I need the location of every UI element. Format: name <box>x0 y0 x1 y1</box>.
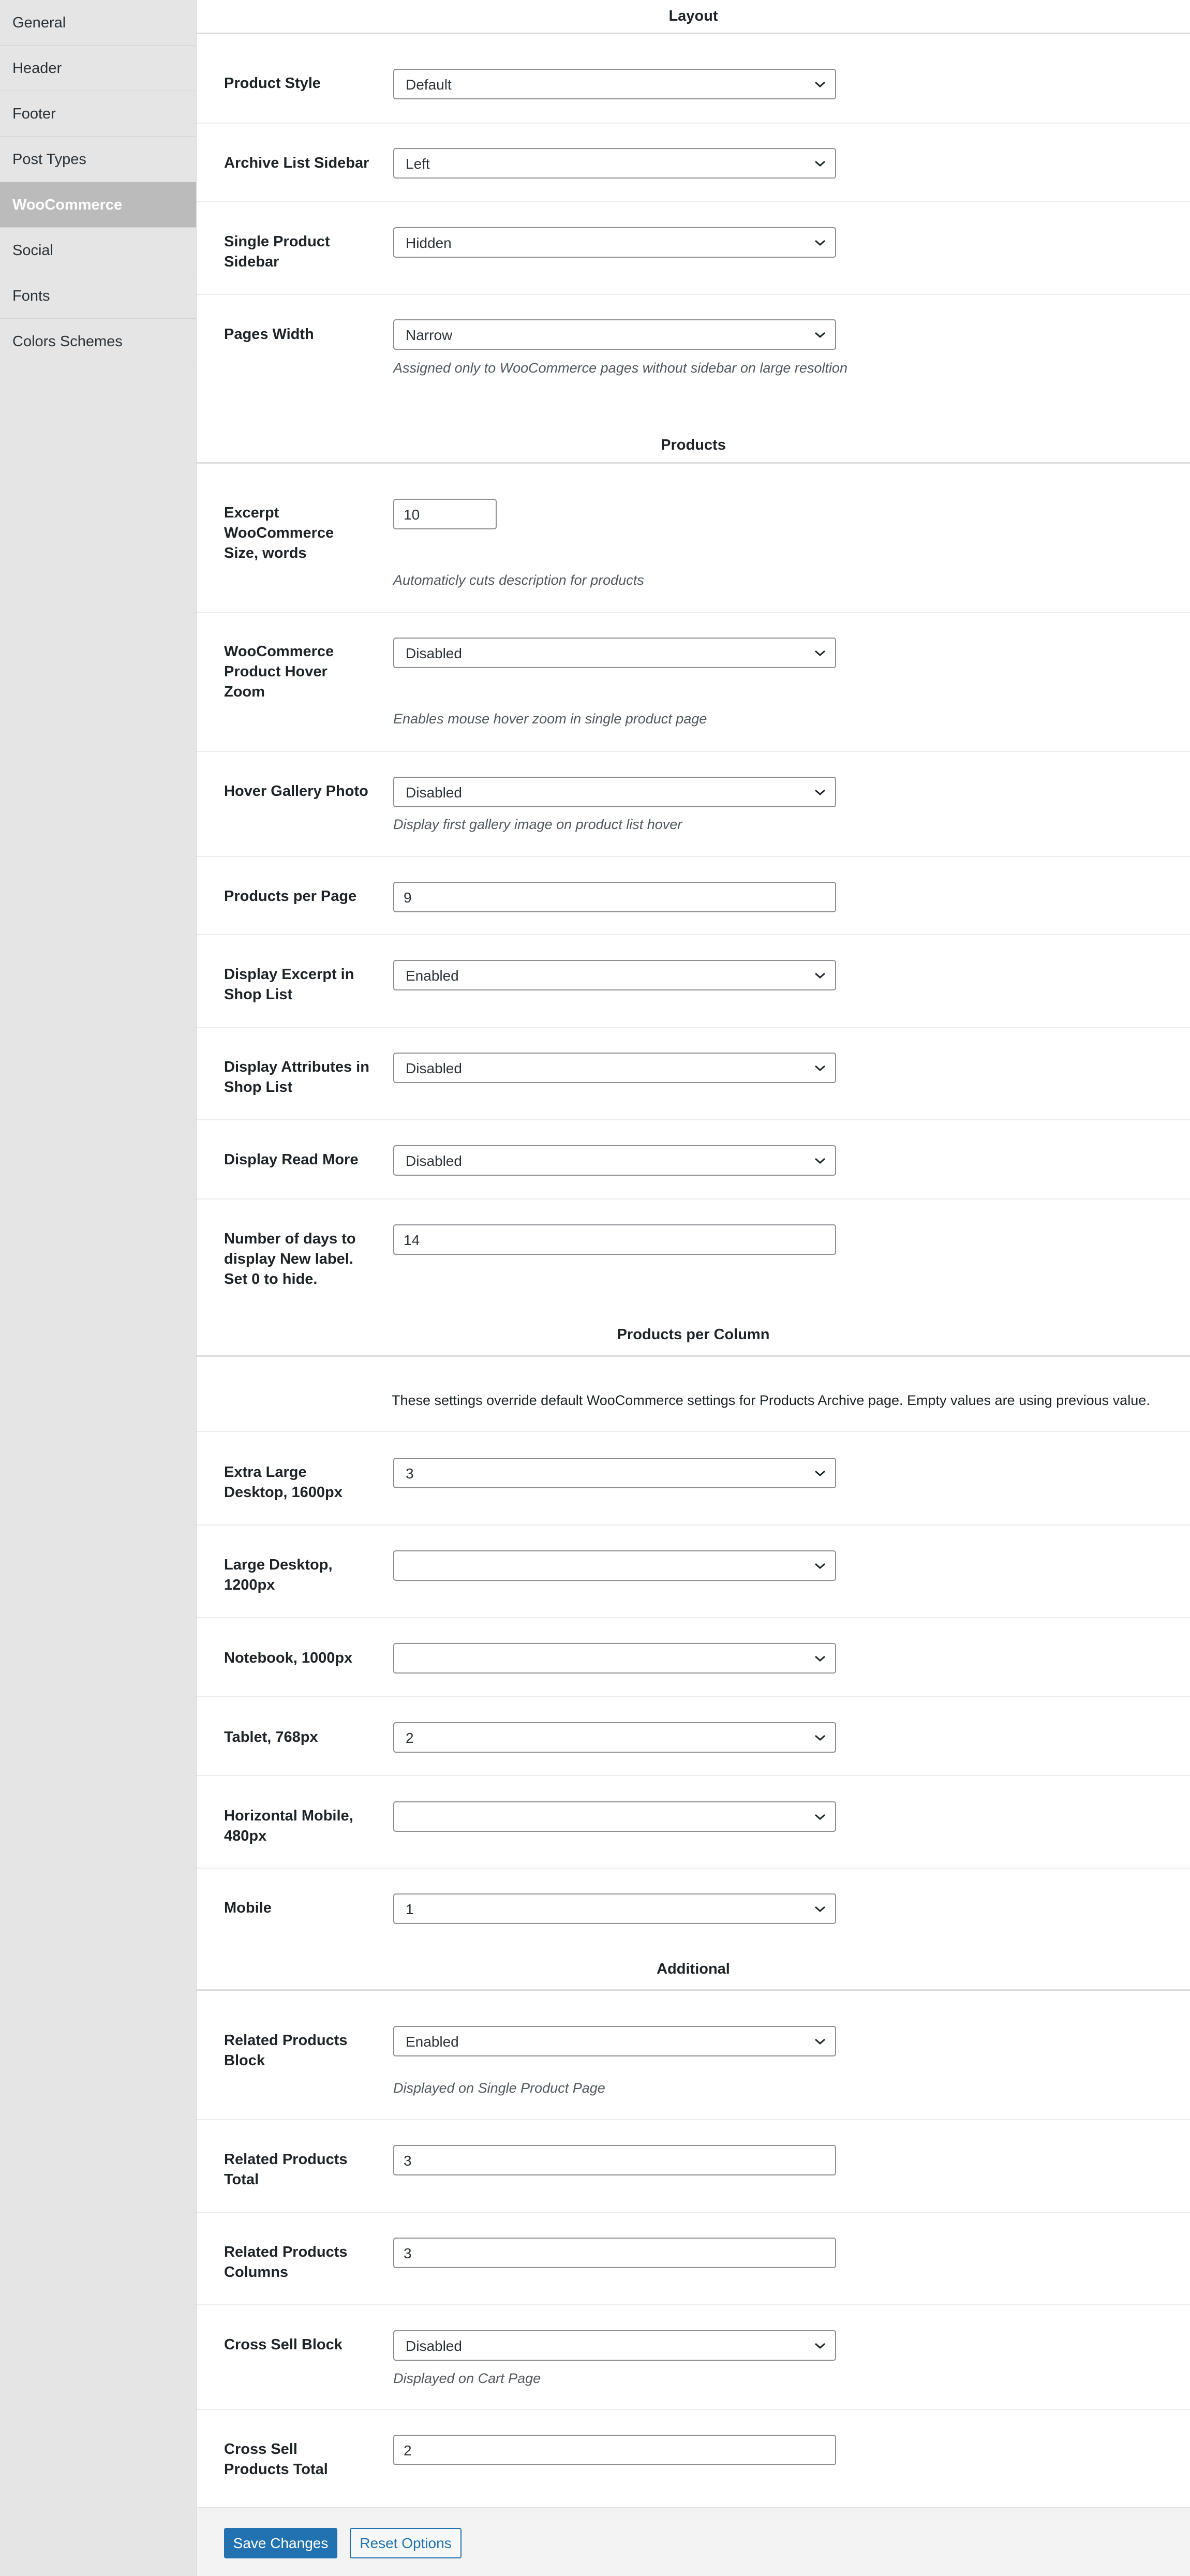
related-total-input[interactable] <box>393 2145 836 2175</box>
select-value: Left <box>406 156 430 172</box>
sidebar-item-colors-schemes[interactable]: Colors Schemes <box>0 319 196 364</box>
row-divider <box>197 1617 1190 1618</box>
display-excerpt-select[interactable] <box>393 960 836 990</box>
input-value: 2 <box>404 2442 412 2459</box>
select-value: Default <box>406 77 452 93</box>
chevron-down-icon <box>813 1811 827 1823</box>
row-divider <box>197 1431 1190 1432</box>
excerpt-size-input[interactable] <box>393 499 497 529</box>
row-divider <box>197 294 1190 295</box>
label-cross-sell-total: Cross Sell Products Total <box>224 2441 328 2478</box>
row-divider <box>197 1027 1190 1028</box>
row-divider <box>197 123 1190 124</box>
chevron-down-icon <box>813 2036 827 2047</box>
products-per-page-input[interactable] <box>393 882 836 912</box>
settings-main <box>197 0 1190 2576</box>
chevron-down-icon <box>813 1732 827 1743</box>
pages-width-description: Assigned only to WooCommerce pages without sidebar on large resoltion <box>393 360 847 376</box>
select-value: Disabled <box>406 1060 462 1076</box>
label-xl-desktop: Extra Large Desktop, 1600px <box>224 1464 343 1501</box>
horizontal-mobile-select[interactable] <box>393 1801 836 1832</box>
sidebar-item-header[interactable]: Header <box>0 46 196 91</box>
label-tablet: Tablet, 768px <box>224 1729 318 1745</box>
chevron-down-icon <box>813 787 827 798</box>
section-heading-layout <box>197 0 1190 34</box>
chevron-down-icon <box>813 237 827 248</box>
label-excerpt-size: Excerpt WooCommerce Size, words <box>224 505 334 561</box>
chevron-down-icon <box>813 647 827 659</box>
new-label-days-input[interactable] <box>393 1224 836 1255</box>
section-title: Products per Column <box>617 1326 770 1343</box>
label-related-total: Related Products Total <box>224 2151 348 2188</box>
sidebar-item-fonts[interactable]: Fonts <box>0 273 196 319</box>
cross-sell-block-description: Displayed on Cart Page <box>393 2371 541 2386</box>
pages-width-select[interactable] <box>393 319 836 350</box>
label-hover-gallery: Hover Gallery Photo <box>224 783 368 800</box>
sidebar-item-social[interactable]: Social <box>0 228 196 273</box>
row-divider <box>197 2212 1190 2213</box>
chevron-down-icon <box>813 1903 827 1915</box>
row-divider <box>197 751 1190 752</box>
chevron-down-icon <box>813 1653 827 1664</box>
mobile-select[interactable] <box>393 1893 836 1924</box>
label-notebook: Notebook, 1000px <box>224 1650 353 1666</box>
related-columns-input[interactable] <box>393 2238 836 2268</box>
row-divider <box>197 201 1190 202</box>
row-divider <box>197 2409 1190 2410</box>
xl-desktop-select[interactable] <box>393 1458 836 1488</box>
row-divider <box>197 856 1190 857</box>
sidebar-item-general[interactable]: General <box>0 0 196 46</box>
label-related-block: Related Products Block <box>224 2032 348 2069</box>
label-archive-list-sidebar: Archive List Sidebar <box>224 155 369 171</box>
label-hover-zoom: WooCommerce Product Hover Zoom <box>224 643 334 700</box>
select-value: 2 <box>406 1730 414 1746</box>
input-value: 3 <box>404 2153 412 2169</box>
cross-sell-total-input[interactable] <box>393 2435 836 2465</box>
sidebar-item-footer[interactable]: Footer <box>0 91 196 137</box>
input-value: 10 <box>404 507 420 523</box>
tablet-select[interactable] <box>393 1722 836 1753</box>
chevron-down-icon <box>813 79 827 90</box>
select-value: Disabled <box>406 2338 462 2354</box>
chevron-down-icon <box>813 2340 827 2351</box>
chevron-down-icon <box>813 329 827 340</box>
row-divider <box>197 1868 1190 1869</box>
label-pages-width: Pages Width <box>224 326 314 343</box>
single-product-sidebar-select[interactable] <box>393 227 836 258</box>
select-value: Enabled <box>406 968 459 984</box>
input-value: 9 <box>404 890 412 906</box>
section-title: Products <box>661 437 726 453</box>
input-value: 14 <box>404 1232 420 1248</box>
large-desktop-select[interactable] <box>393 1550 836 1581</box>
chevron-down-icon <box>813 1155 827 1166</box>
label-display-attributes: Display Attributes in Shop List <box>224 1059 369 1095</box>
label-products-per-page: Products per Page <box>224 888 357 905</box>
related-block-description: Displayed on Single Product Page <box>393 2080 605 2096</box>
related-block-select[interactable] <box>393 2026 836 2056</box>
sidebar-item-woocommerce[interactable]: WooCommerce <box>0 182 196 228</box>
section-title: Additional <box>657 1961 730 1977</box>
select-value: 1 <box>406 1901 414 1917</box>
label-display-excerpt: Display Excerpt in Shop List <box>224 966 354 1003</box>
label-product-style: Product Style <box>224 75 321 92</box>
archive-list-sidebar-select[interactable] <box>393 148 836 179</box>
label-single-product-sidebar: Single Product Sidebar <box>224 233 330 270</box>
chevron-down-icon <box>813 970 827 981</box>
select-value: Disabled <box>406 784 462 801</box>
chevron-down-icon <box>813 1062 827 1074</box>
row-divider <box>197 1775 1190 1776</box>
label-display-read-more: Display Read More <box>224 1151 359 1168</box>
section-heading-products-per-column <box>197 1323 1190 1357</box>
chevron-down-icon <box>813 1468 827 1479</box>
sidebar-item-post-types[interactable]: Post Types <box>0 137 196 182</box>
display-read-more-select[interactable] <box>393 1145 836 1176</box>
section-heading-additional <box>197 1957 1190 1991</box>
label-horizontal-mobile: Horizontal Mobile, 480px <box>224 1808 353 1844</box>
row-divider <box>197 1524 1190 1526</box>
row-divider <box>197 934 1190 935</box>
reset-options-button[interactable]: Reset Options <box>350 2528 462 2558</box>
input-value: 3 <box>404 2245 412 2261</box>
label-large-desktop: Large Desktop, 1200px <box>224 1557 333 1593</box>
label-mobile: Mobile <box>224 1900 272 1916</box>
section-title: Layout <box>668 8 718 24</box>
row-divider <box>197 1198 1190 1200</box>
hover-zoom-description: Enables mouse hover zoom in single product page <box>393 711 707 727</box>
product-style-select[interactable] <box>393 69 836 99</box>
form-footer <box>197 2507 1190 2576</box>
label-related-columns: Related Products Columns <box>224 2244 348 2281</box>
select-value: 3 <box>406 1465 414 1482</box>
chevron-down-icon <box>813 1560 827 1572</box>
select-value: Hidden <box>406 235 452 251</box>
hover-gallery-select[interactable] <box>393 777 836 807</box>
chevron-down-icon <box>813 158 827 169</box>
select-value: Enabled <box>406 2034 459 2050</box>
notebook-select[interactable] <box>393 1643 836 1674</box>
row-divider <box>197 2304 1190 2305</box>
row-divider <box>197 1696 1190 1697</box>
row-divider <box>197 2119 1190 2120</box>
select-value: Disabled <box>406 645 462 661</box>
select-value: Narrow <box>406 327 453 343</box>
row-divider <box>197 612 1190 613</box>
hover-gallery-description: Display first gallery image on product list hover <box>393 817 682 832</box>
row-divider <box>197 1119 1190 1120</box>
save-changes-button[interactable]: Save Changes <box>224 2528 337 2558</box>
select-value: Disabled <box>406 1153 462 1169</box>
section-heading-products <box>197 430 1190 464</box>
label-cross-sell-block: Cross Sell Block <box>224 2336 343 2353</box>
hover-zoom-select[interactable] <box>393 638 836 668</box>
products-per-column-notice: These settings override default WooCommerce settings for Products Archive page. Empty values are using previous value. <box>392 1393 1150 1408</box>
excerpt-size-description: Automaticly cuts description for products <box>393 572 644 588</box>
display-attributes-select[interactable] <box>393 1053 836 1083</box>
settings-sidebar <box>0 0 197 2576</box>
cross-sell-block-select[interactable] <box>393 2330 836 2361</box>
label-new-label-days: Number of days to display New label. Set 0 to hide. <box>224 1231 356 1287</box>
